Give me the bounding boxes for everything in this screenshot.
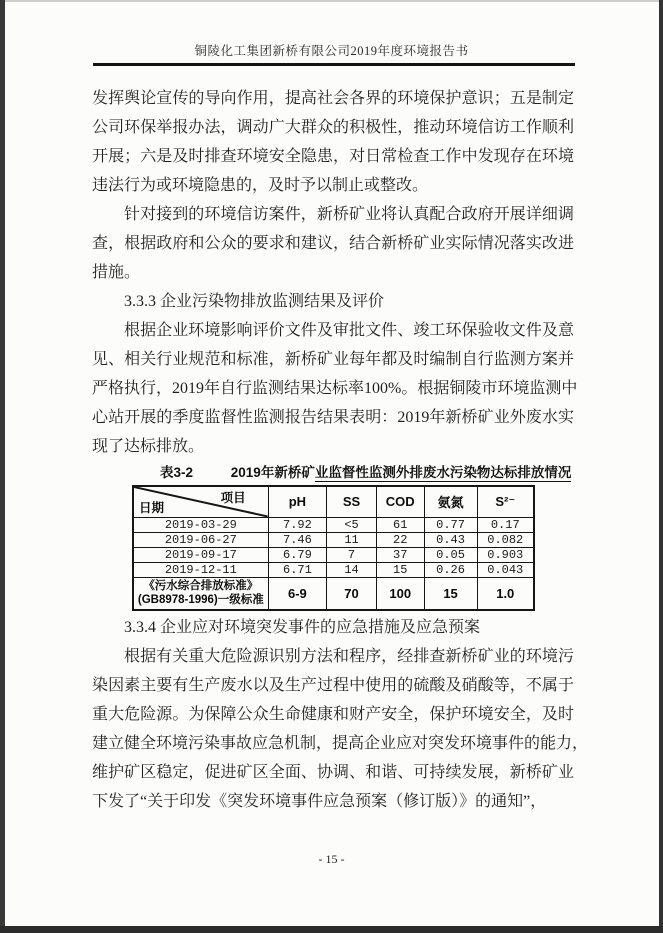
standard-value-cell: 1.0 — [477, 577, 534, 610]
table-caption-title: 2019年新桥矿业监督性监测外排废水污染物达标排放情况 — [230, 465, 572, 480]
body-paragraphs-top — [92, 84, 578, 461]
table-row — [133, 532, 534, 547]
value-cell: 7.92 — [268, 517, 327, 532]
value-cell: 7 — [327, 547, 377, 562]
text-line: 严格执行，2019年自行监测结果达标率100%。根据铜陵市环境监测中 — [92, 380, 578, 397]
table-row — [133, 562, 534, 577]
text-line: 违法行为或环境隐患的，及时予以制止或整改。 — [92, 177, 429, 194]
date-cell: 2019-09-17 — [133, 547, 268, 562]
value-cell: 37 — [376, 547, 424, 562]
text-line: 3.3.3 企业污染物排放监测结果及评价 — [124, 293, 385, 310]
value-cell: 6.79 — [268, 547, 327, 562]
text-line: 根据有关重大危险源识别方法和程序，经排查新桥矿业的环境污 — [124, 648, 574, 665]
table-header-row — [133, 486, 534, 517]
text-line: 染因素主要有生产废水以及生产过程中使用的硫酸及硝酸等，不属于 — [92, 677, 574, 694]
text-line: 3.3.4 企业应对环境突发事件的应急措施及应急预案 — [124, 619, 481, 636]
value-cell: 0.26 — [424, 562, 477, 577]
corner-label-item: 项目 — [220, 491, 246, 505]
value-cell: 0.77 — [424, 517, 477, 532]
value-cell: 7.46 — [268, 532, 327, 547]
text-line: 维护矿区稳定，促进矿区全面、协调、和谐、可持续发展，新桥矿业 — [92, 764, 574, 781]
standard-value-cell: 100 — [376, 577, 424, 610]
scan-edge-right — [659, 0, 663, 933]
text-line: 开展；六是及时排查环境安全隐患，对日常检查工作中发现存在环境 — [92, 148, 574, 165]
column-header-cod: COD — [376, 486, 424, 517]
standard-value-cell: 15 — [424, 577, 477, 610]
table-row — [133, 547, 534, 562]
page-body — [92, 84, 589, 816]
text-line: 下发了“关于印发《突发环境事件应急预案（修订版）》的通知”， — [92, 793, 547, 810]
table-row — [133, 517, 534, 532]
text-line: 见、相关行业规范和标准，新桥矿业每年都及时编制自行监测方案并 — [92, 351, 574, 368]
body-paragraphs-bottom — [92, 613, 589, 816]
table-caption — [160, 461, 574, 485]
column-header-ss: SS — [327, 486, 377, 517]
document-title: 铜陵化工集团新桥有限公司2019年度环境报告书 — [194, 44, 469, 58]
text-line: 发挥舆论宣传的导向作用，提高社会各界的环境保护意识；五是制定 — [92, 90, 574, 107]
monitoring-results-table — [132, 485, 535, 611]
value-cell: 22 — [376, 532, 424, 547]
standard-limit-row — [133, 577, 534, 610]
text-line: 公司环保举报办法，调动广大群众的积极性，推动环境信访工作顺利 — [92, 119, 574, 136]
page-number: - 15 - — [318, 852, 345, 866]
column-header-s2: S²⁻ — [477, 486, 534, 517]
running-header — [0, 41, 663, 59]
corner-label-date: 日期 — [139, 500, 165, 515]
table-caption-label: 表3-2 — [160, 465, 194, 480]
value-cell: 11 — [327, 532, 377, 547]
value-cell: 61 — [376, 517, 424, 532]
text-line: 建立健全环境污染事故应急机制，提高企业应对突发环境事件的能力， — [92, 735, 589, 752]
value-cell: <5 — [327, 517, 377, 532]
text-line: 现了达标排放。 — [92, 438, 205, 455]
text-line: 措施。 — [92, 264, 141, 281]
date-cell: 2019-12-11 — [133, 562, 268, 577]
table-corner-cell — [133, 486, 268, 517]
scan-edge-bottom — [0, 926, 663, 933]
scan-edge-top — [0, 0, 663, 2]
text-line: 心站开展的季度监督性监测报告结果表明：2019年新桥矿业外废水实 — [92, 409, 574, 426]
column-header-ph: pH — [268, 486, 327, 517]
text-line: 针对接到的环境信访案件，新桥矿业将认真配合政府开展详细调 — [124, 206, 574, 223]
scan-edge-left — [0, 0, 5, 933]
value-cell: 15 — [376, 562, 424, 577]
column-header-nh3n: 氨氮 — [424, 486, 477, 517]
value-cell: 6.71 — [268, 562, 327, 577]
value-cell: 14 — [327, 562, 377, 577]
value-cell: 0.17 — [477, 517, 534, 532]
standard-value-cell: 6-9 — [268, 577, 327, 610]
date-cell: 2019-03-29 — [133, 517, 268, 532]
date-cell: 2019-06-27 — [133, 532, 268, 547]
header-rule — [93, 63, 575, 66]
value-cell: 0.043 — [477, 562, 534, 577]
standard-value-cell: 70 — [327, 577, 377, 610]
standard-label-cell: 《污水综合排放标准》 (GB8978-1996)一级标准 — [133, 577, 268, 610]
text-line: 查，根据政府和公众的要求和建议，结合新桥矿业实际情况落实改进 — [92, 235, 574, 252]
value-cell: 0.43 — [424, 532, 477, 547]
value-cell: 0.903 — [477, 547, 534, 562]
value-cell: 0.082 — [477, 532, 534, 547]
text-line: 根据企业环境影响评价文件及审批文件、竣工环保验收文件及意 — [124, 322, 574, 339]
value-cell: 0.05 — [424, 547, 477, 562]
table-caption-title-underlined: 业监督性监测外排废水污染物达标排放情况 — [314, 465, 572, 480]
text-line: 重大危险源。为保障公众生命健康和财产安全，保护环境安全，及时 — [92, 706, 574, 723]
